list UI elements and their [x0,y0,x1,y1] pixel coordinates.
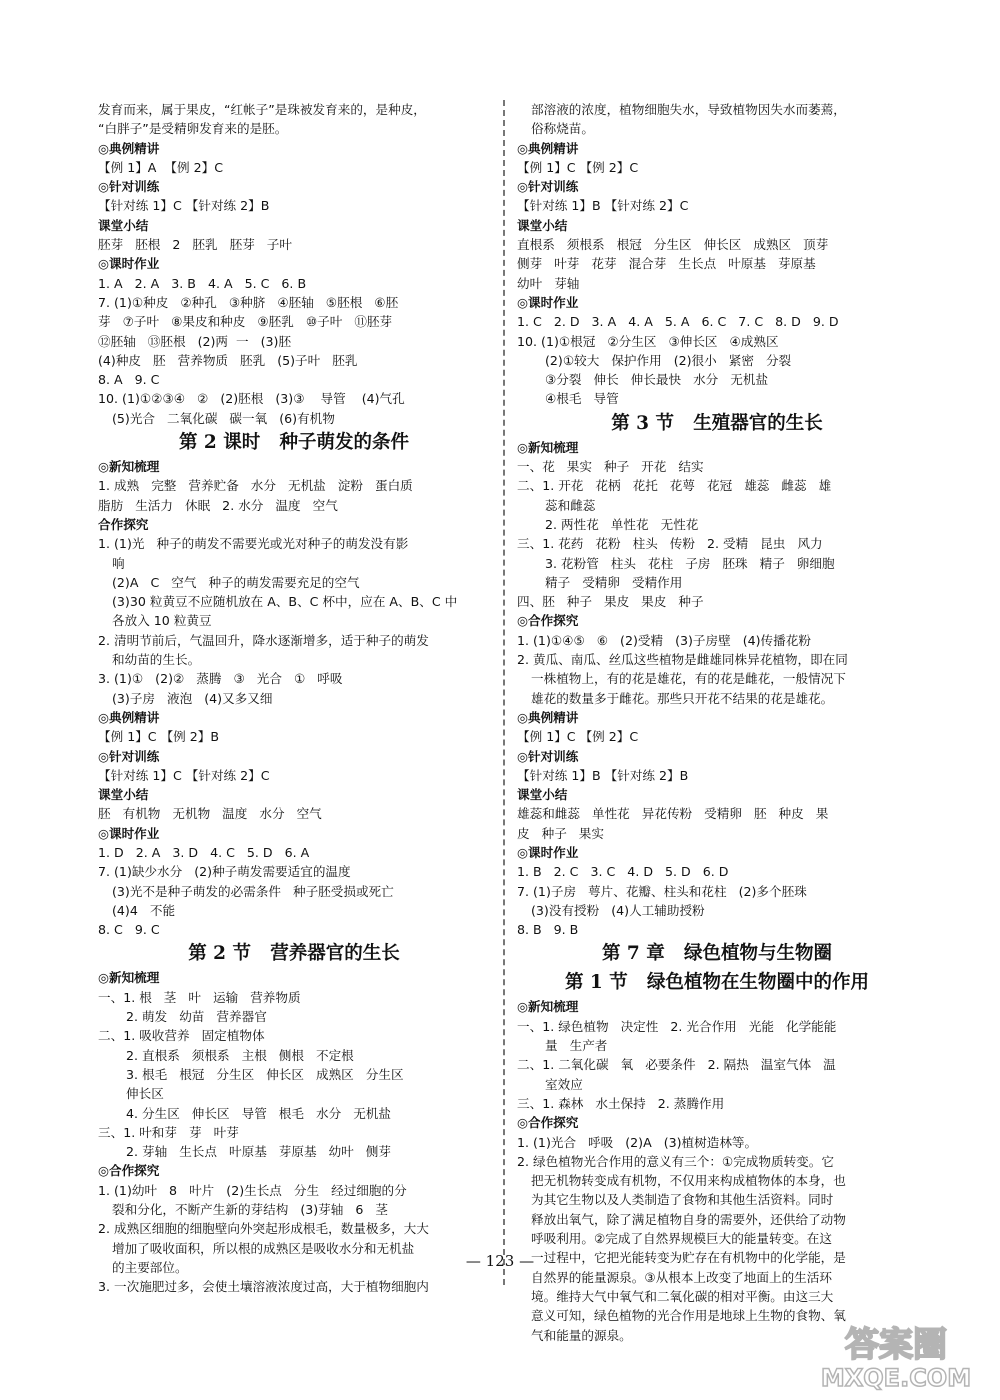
text-line: 2. 黄瓜、南瓜、丝瓜这些植物是雌雄同株异花植物，即在同 [517,652,848,668]
text-line: 意义可知，绿色植物的光合作用是地球上生物的食物、氧 [531,1308,846,1324]
text-line: 三、1. 森林 水土保持 2. 蒸腾作用 [517,1095,725,1111]
text-line: 2. 清明节前后，气温回升，降水逐渐增多，适于种子的萌发 [98,632,429,648]
text-line: 二、1. 开花 花柄 花托 花萼 花冠 雄蕊 雌蕊 雄 [517,478,832,494]
text-line: 合作探究 [98,516,149,532]
text-line: ◎合作探究 [517,1115,579,1131]
text-line: 课堂小结 [517,787,568,803]
text-line: ④根毛 导管 [545,391,619,407]
text-line: ◎新知梳理 [517,999,579,1015]
text-line: ◎针对训练 [98,179,160,195]
text-line: ◎新知梳理 [98,970,160,986]
text-line: 2. 绿色植物光合作用的意义有三个：①完成物质转变。它 [517,1153,834,1169]
text-line: (2)A C 空气 种子的萌发需要充足的空气 [112,574,360,590]
text-line: 发育而来，属于果皮，“红帐子”是珠被发育来的，是种皮， [98,102,426,117]
text-line: 2. 两性花 单性花 无性花 [545,516,699,532]
text-line: 2. 成熟区细胞的细胞壁向外突起形成根毛，数量极多，大大 [98,1221,429,1237]
section-heading: 第 2 节 营养器官的生长 [188,943,400,965]
text-line: (3)光不是种子萌发的必需条件 种子胚受损或死亡 [112,883,394,899]
text-line: 侧芽 叶芽 花芽 混合芽 生长点 叶原基 芽原基 [517,256,816,272]
text-line: ◎课时作业 [98,825,160,841]
text-line: 7. (1)子房 萼片、花瓣、柱头和花柱 (2)多个胚珠 [517,883,807,899]
text-line: 【针对练 1】B 【针对练 2】C [517,198,689,214]
text-line: 8. B 9. B [517,922,579,938]
text-line: 课堂小结 [517,217,568,233]
left-column [98,100,490,1297]
text-line: (3)没有授粉 (4)人工辅助授粉 [531,902,705,918]
page-number: — 123 — [465,1252,535,1270]
text-line: 1. (1)光 种子的萌发不需要光或光对种子的萌发没有影 [98,536,409,552]
text-line: 部溶液的浓度，植物细胞失水，导致植物因失水而萎蔫， [531,102,846,117]
text-line: 【针对练 1】B 【针对练 2】B [517,767,689,783]
text-line: 脂肪 生活力 休眠 2. 水分 温度 空气 [98,497,338,513]
text-line: ◎新知梳理 [517,439,579,455]
section-heading: 第 2 课时 种子萌发的条件 [178,432,410,454]
text-line: 各放入 10 粒黄豆 [112,613,212,629]
text-line: 7. (1)①种皮 ②种孔 ③种脐 ④胚轴 ⑤胚根 ⑥胚 [98,294,399,310]
text-line: 为其它生物以及人类制造了食物和其他生活资料。同时 [531,1192,834,1208]
text-line: 1. (1)幼叶 8 叶片 (2)生长点 分生 经过细胞的分 [98,1182,407,1198]
text-line: (4)4 不能 [112,902,176,918]
text-line: 二、1. 吸收营养 固定植物体 [98,1028,265,1044]
text-line: ◎合作探究 [98,1163,160,1179]
text-line: ◎针对训练 [98,748,160,764]
text-line: 1. (1)光合 呼吸 (2)A (3)植树造林等。 [517,1134,758,1150]
text-line: 胚 有机物 无机物 温度 水分 空气 [98,806,322,822]
text-line: 雄花的数量多于雌花。那些只开花不结果的花是雄花。 [531,690,834,706]
text-line: ◎典例精讲 [517,709,579,725]
text-line: ◎课时作业 [517,844,579,860]
text-line: ⑫胚轴 ⑬胚根 (2)两 一 (3)胚 [98,333,292,349]
text-line: 四、胚 种子 果皮 果皮 种子 [517,594,704,610]
text-line: (5)光合 二氧化碳 碳一氧 (6)有机物 [112,410,335,426]
text-line: 1. D 2. A 3. D 4. C 5. D 6. A [98,844,310,860]
text-line: 蕊和雌蕊 [545,497,596,513]
text-line: 【例 1】C 【例 2】C [517,729,639,745]
text-line: ◎课时作业 [517,294,579,310]
text-line: 一、1. 根 茎 叶 运输 营养物质 [98,989,301,1005]
text-line: (4)种皮 胚 营养物质 胚乳 (5)子叶 胚乳 [98,352,358,368]
text-line: 增加了吸收面积，所以根的成熟区是吸收水分和无机盐 [112,1240,415,1256]
text-line: 裂和分化，不断产生新的芽结构 (3)芽轴 6 茎 [112,1202,388,1218]
text-line: ◎典例精讲 [517,140,579,156]
text-line: 呼吸利用。②完成了自然界规模巨大的能量转变。在这 [531,1231,832,1247]
text-line: 三、1. 叶和芽 芽 叶芽 [98,1124,239,1140]
text-line: 10. (1)①根冠 ②分生区 ③伸长区 ④成熟区 [517,333,779,349]
text-line: 皮 种子 果实 [517,825,604,841]
text-line: 3. 一次施肥过多，会使土壤溶液浓度过高，大于植物细胞内 [98,1279,429,1295]
text-line: 一过程中，它把光能转变为贮存在有机物中的化学能，是 [531,1250,846,1266]
right-column [517,100,917,1345]
watermark-url: MXQE.COM [820,1364,972,1392]
watermark-logo [806,1320,986,1392]
text-line: 8. C 9. C [98,922,160,938]
text-line: 把无机物转变成有机物，不仅用来构成植物体的本身，也 [531,1173,846,1189]
text-line: 1. A 2. A 3. B 4. A 5. C 6. B [98,275,307,291]
text-line: (3)子房 液泡 (4)又多又细 [112,690,273,706]
text-line: 直根系 须根系 根冠 分生区 伸长区 成熟区 顶芽 [517,237,829,253]
text-line: 一、1. 绿色植物 决定性 2. 光合作用 光能 化学能能 [517,1018,837,1034]
text-line: 10. (1)①②③④ ② (2)胚根 (3)③ 导管 (4)气孔 [98,391,405,407]
text-line: 胚芽 胚根 2 胚乳 胚芽 子叶 [98,237,292,253]
text-line: ◎课时作业 [98,256,160,272]
text-line: 气和能量的源泉。 [531,1327,632,1343]
text-line: 室效应 [545,1076,583,1092]
column-divider [503,100,505,1285]
text-line: 课堂小结 [98,787,149,803]
text-line: 2. 芽轴 生长点 叶原基 芽原基 幼叶 侧芽 [126,1144,391,1160]
text-line: (3)30 粒黄豆不应随机放在 A、B、C 杯中，应在 A、B、C 中 [112,594,458,610]
text-line: ③分裂 伸长 伸长最快 水分 无机盐 [545,372,769,388]
text-line: “白胖子”是受精卵发育来的是胚。 [98,121,288,137]
text-line: 8. A 9. C [98,372,160,388]
text-line: 芽 ⑦子叶 ⑧果皮和种皮 ⑨胚乳 ⑩子叶 ⑪胚芽 [98,314,393,330]
text-line: ◎新知梳理 [98,459,160,475]
text-line: 【例 1】C 【例 2】B [98,729,220,745]
text-line: 1. 成熟 完整 营养贮备 水分 无机盐 淀粉 蛋白质 [98,478,413,494]
text-line: 1. (1)①④⑤ ⑥ (2)受精 (3)子房壁 (4)传播花粉 [517,632,811,648]
text-line: 【例 1】C 【例 2】C [517,159,639,175]
text-line: 幼叶 芽轴 [517,275,580,291]
text-line: 释放出氧气，除了满足植物自身的需要外，还供给了动物 [531,1211,846,1227]
text-line: 境。维持大气中氧气和二氧化碳的相对平衡。由这三大 [531,1288,834,1304]
text-line: 2. 萌发 幼苗 营养器官 [126,1009,267,1025]
text-line: 二、1. 二氧化碳 氧 必要条件 2. 隔热 温室气体 温 [517,1057,836,1073]
text-line: 自然界的能量源泉。③从根本上改变了地面上的生活环 [531,1269,832,1285]
text-line: 2. 直根系 须根系 主根 侧根 不定根 [126,1047,354,1063]
text-line: 3. (1)① (2)② 蒸腾 ③ 光合 ① 呼吸 [98,671,343,687]
text-line: 3. 根毛 根冠 分生区 伸长区 成熟区 分生区 [126,1066,404,1082]
text-line: 1. C 2. D 3. A 4. A 5. A 6. C 7. C 8. D 9. D [517,314,839,330]
text-line: ◎针对训练 [517,179,579,195]
text-line: ◎针对训练 [517,748,579,764]
text-line: 7. (1)缺少水分 (2)种子萌发需要适宜的温度 [98,864,351,880]
section-heading: 第 7 章 绿色植物与生物圈 [601,943,833,965]
text-line: ◎典例精讲 [98,709,160,725]
text-line: 响 [112,555,125,571]
text-line: 俗称烧苗。 [531,121,594,137]
section-heading: 第 1 节 绿色植物在生物圈中的作用 [564,972,870,994]
text-line: 一株植物上，有的花是雄花，有的花是雌花，一般情况下 [531,671,846,687]
text-line: 【针对练 1】C 【针对练 2】C [98,767,270,783]
text-line: 1. B 2. C 3. C 4. D 5. D 6. D [517,864,729,880]
text-line: (2)①较大 保护作用 (2)很小 紧密 分裂 [545,352,792,368]
watermark-title: 答案圈 [845,1325,947,1365]
text-line: 【例 1】A 【例 2】C [98,159,224,175]
text-line: 三、1. 花药 花粉 柱头 传粉 2. 受精 昆虫 风力 [517,536,823,552]
text-line: 伸长区 [126,1086,164,1102]
text-line: 3. 花粉管 柱头 花柱 子房 胚珠 精子 卵细胞 [545,555,835,571]
text-line: 一、花 果实 种子 开花 结实 [517,459,704,475]
text-line: ◎合作探究 [517,613,579,629]
text-line: 精子 受精卵 受精作用 [545,574,683,590]
text-line: 的主要部位。 [112,1259,188,1275]
text-line: 【针对练 1】C 【针对练 2】B [98,198,270,214]
section-heading: 第 3 节 生殖器官的生长 [611,412,823,434]
text-line: 和幼苗的生长。 [112,652,201,668]
text-line: 课堂小结 [98,217,149,233]
text-line: 4. 分生区 伸长区 导管 根毛 水分 无机盐 [126,1105,391,1121]
text-line: 雄蕊和雌蕊 单性花 异花传粉 受精卵 胚 种皮 果 [517,806,829,822]
text-line: 量 生产者 [545,1038,608,1054]
text-line: ◎典例精讲 [98,140,160,156]
